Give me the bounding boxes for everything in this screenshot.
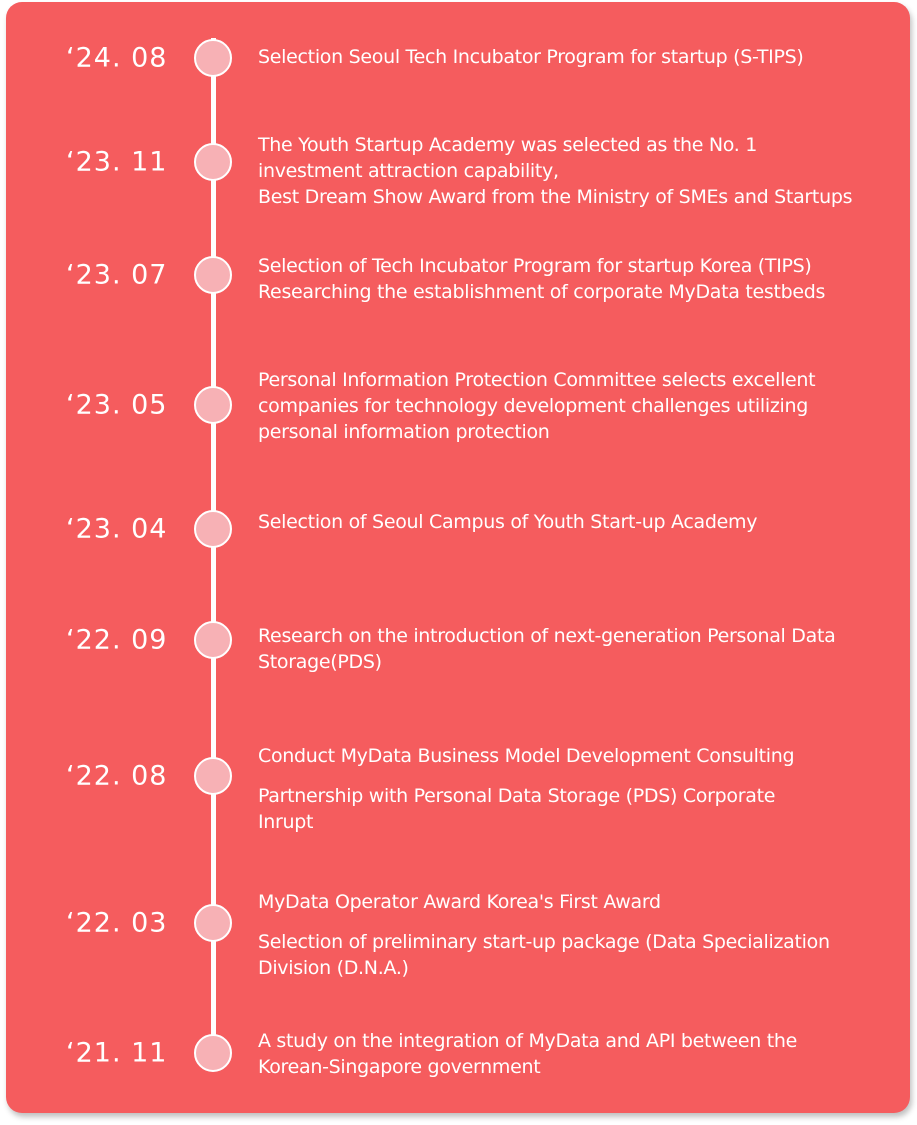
entry-text-line: Best Dream Show Award from the Ministry of SMEs and Startups <box>258 186 853 208</box>
entry-text-line: personal information protection <box>258 421 550 443</box>
entry-description <box>258 132 898 210</box>
entry-text-line: A study on the integration of MyData and API between the <box>258 1030 797 1052</box>
entry-date: ‘23. 04 <box>66 513 168 545</box>
entry-date: ‘23. 11 <box>66 146 168 178</box>
timeline-panel <box>6 2 910 1113</box>
entry-text-line: Researching the establishment of corporate MyData testbeds <box>258 281 826 303</box>
entry-text-line: MyData Operator Award Korea's First Award <box>258 891 661 913</box>
entry-text-line: investment attraction capability, <box>258 160 559 182</box>
entry-text-line: The Youth Startup Academy was selected as the No. 1 <box>258 134 758 156</box>
entry-text-line: Partnership with Personal Data Storage (PDS) Corporate <box>258 785 776 807</box>
entry-date: ‘21. 11 <box>66 1037 168 1069</box>
entry-date: ‘24. 08 <box>66 42 168 74</box>
entry-text-line: companies for technology development challenges utilizing <box>258 395 809 417</box>
entry-text-line: Research on the introduction of next-generation Personal Data <box>258 625 836 647</box>
timeline-dot <box>194 256 232 294</box>
entry-text-line: Conduct MyData Business Model Development Consulting <box>258 745 795 767</box>
entry-text-line: Korean-Singapore government <box>258 1056 541 1078</box>
entry-text-line: Inrupt <box>258 811 314 833</box>
entry-description <box>258 743 898 835</box>
entry-description <box>258 44 898 70</box>
entry-text-line: Selection Seoul Tech Incubator Program for startup (S-TIPS) <box>258 46 804 68</box>
entry-text-line: Storage(PDS) <box>258 651 382 673</box>
timeline-dot <box>194 143 232 181</box>
timeline-dot <box>194 510 232 548</box>
entry-date: ‘23. 05 <box>66 389 168 421</box>
entry-description <box>258 509 898 535</box>
entry-date: ‘22. 08 <box>66 760 168 792</box>
entry-date: ‘22. 03 <box>66 907 168 939</box>
entry-description <box>258 889 898 981</box>
timeline-dot <box>194 39 232 77</box>
entry-description <box>258 253 898 305</box>
entry-description <box>258 623 898 675</box>
entry-text-line: Division (D.N.A.) <box>258 957 409 979</box>
entry-description <box>258 1028 898 1080</box>
timeline-dot <box>194 1034 232 1072</box>
entry-text-line: Selection of Tech Incubator Program for startup Korea (TIPS) <box>258 255 812 277</box>
timeline-dot <box>194 386 232 424</box>
timeline-dot <box>194 757 232 795</box>
entry-description <box>258 367 898 445</box>
entry-text-line: Selection of Seoul Campus of Youth Start-up Academy <box>258 511 758 533</box>
entry-date: ‘23. 07 <box>66 259 168 291</box>
timeline-dot <box>194 904 232 942</box>
entry-text-line: Selection of preliminary start-up package (Data Specialization <box>258 931 830 953</box>
entry-date: ‘22. 09 <box>66 624 168 656</box>
timeline-dot <box>194 621 232 659</box>
entry-text-line: Personal Information Protection Committee selects excellent <box>258 369 816 391</box>
